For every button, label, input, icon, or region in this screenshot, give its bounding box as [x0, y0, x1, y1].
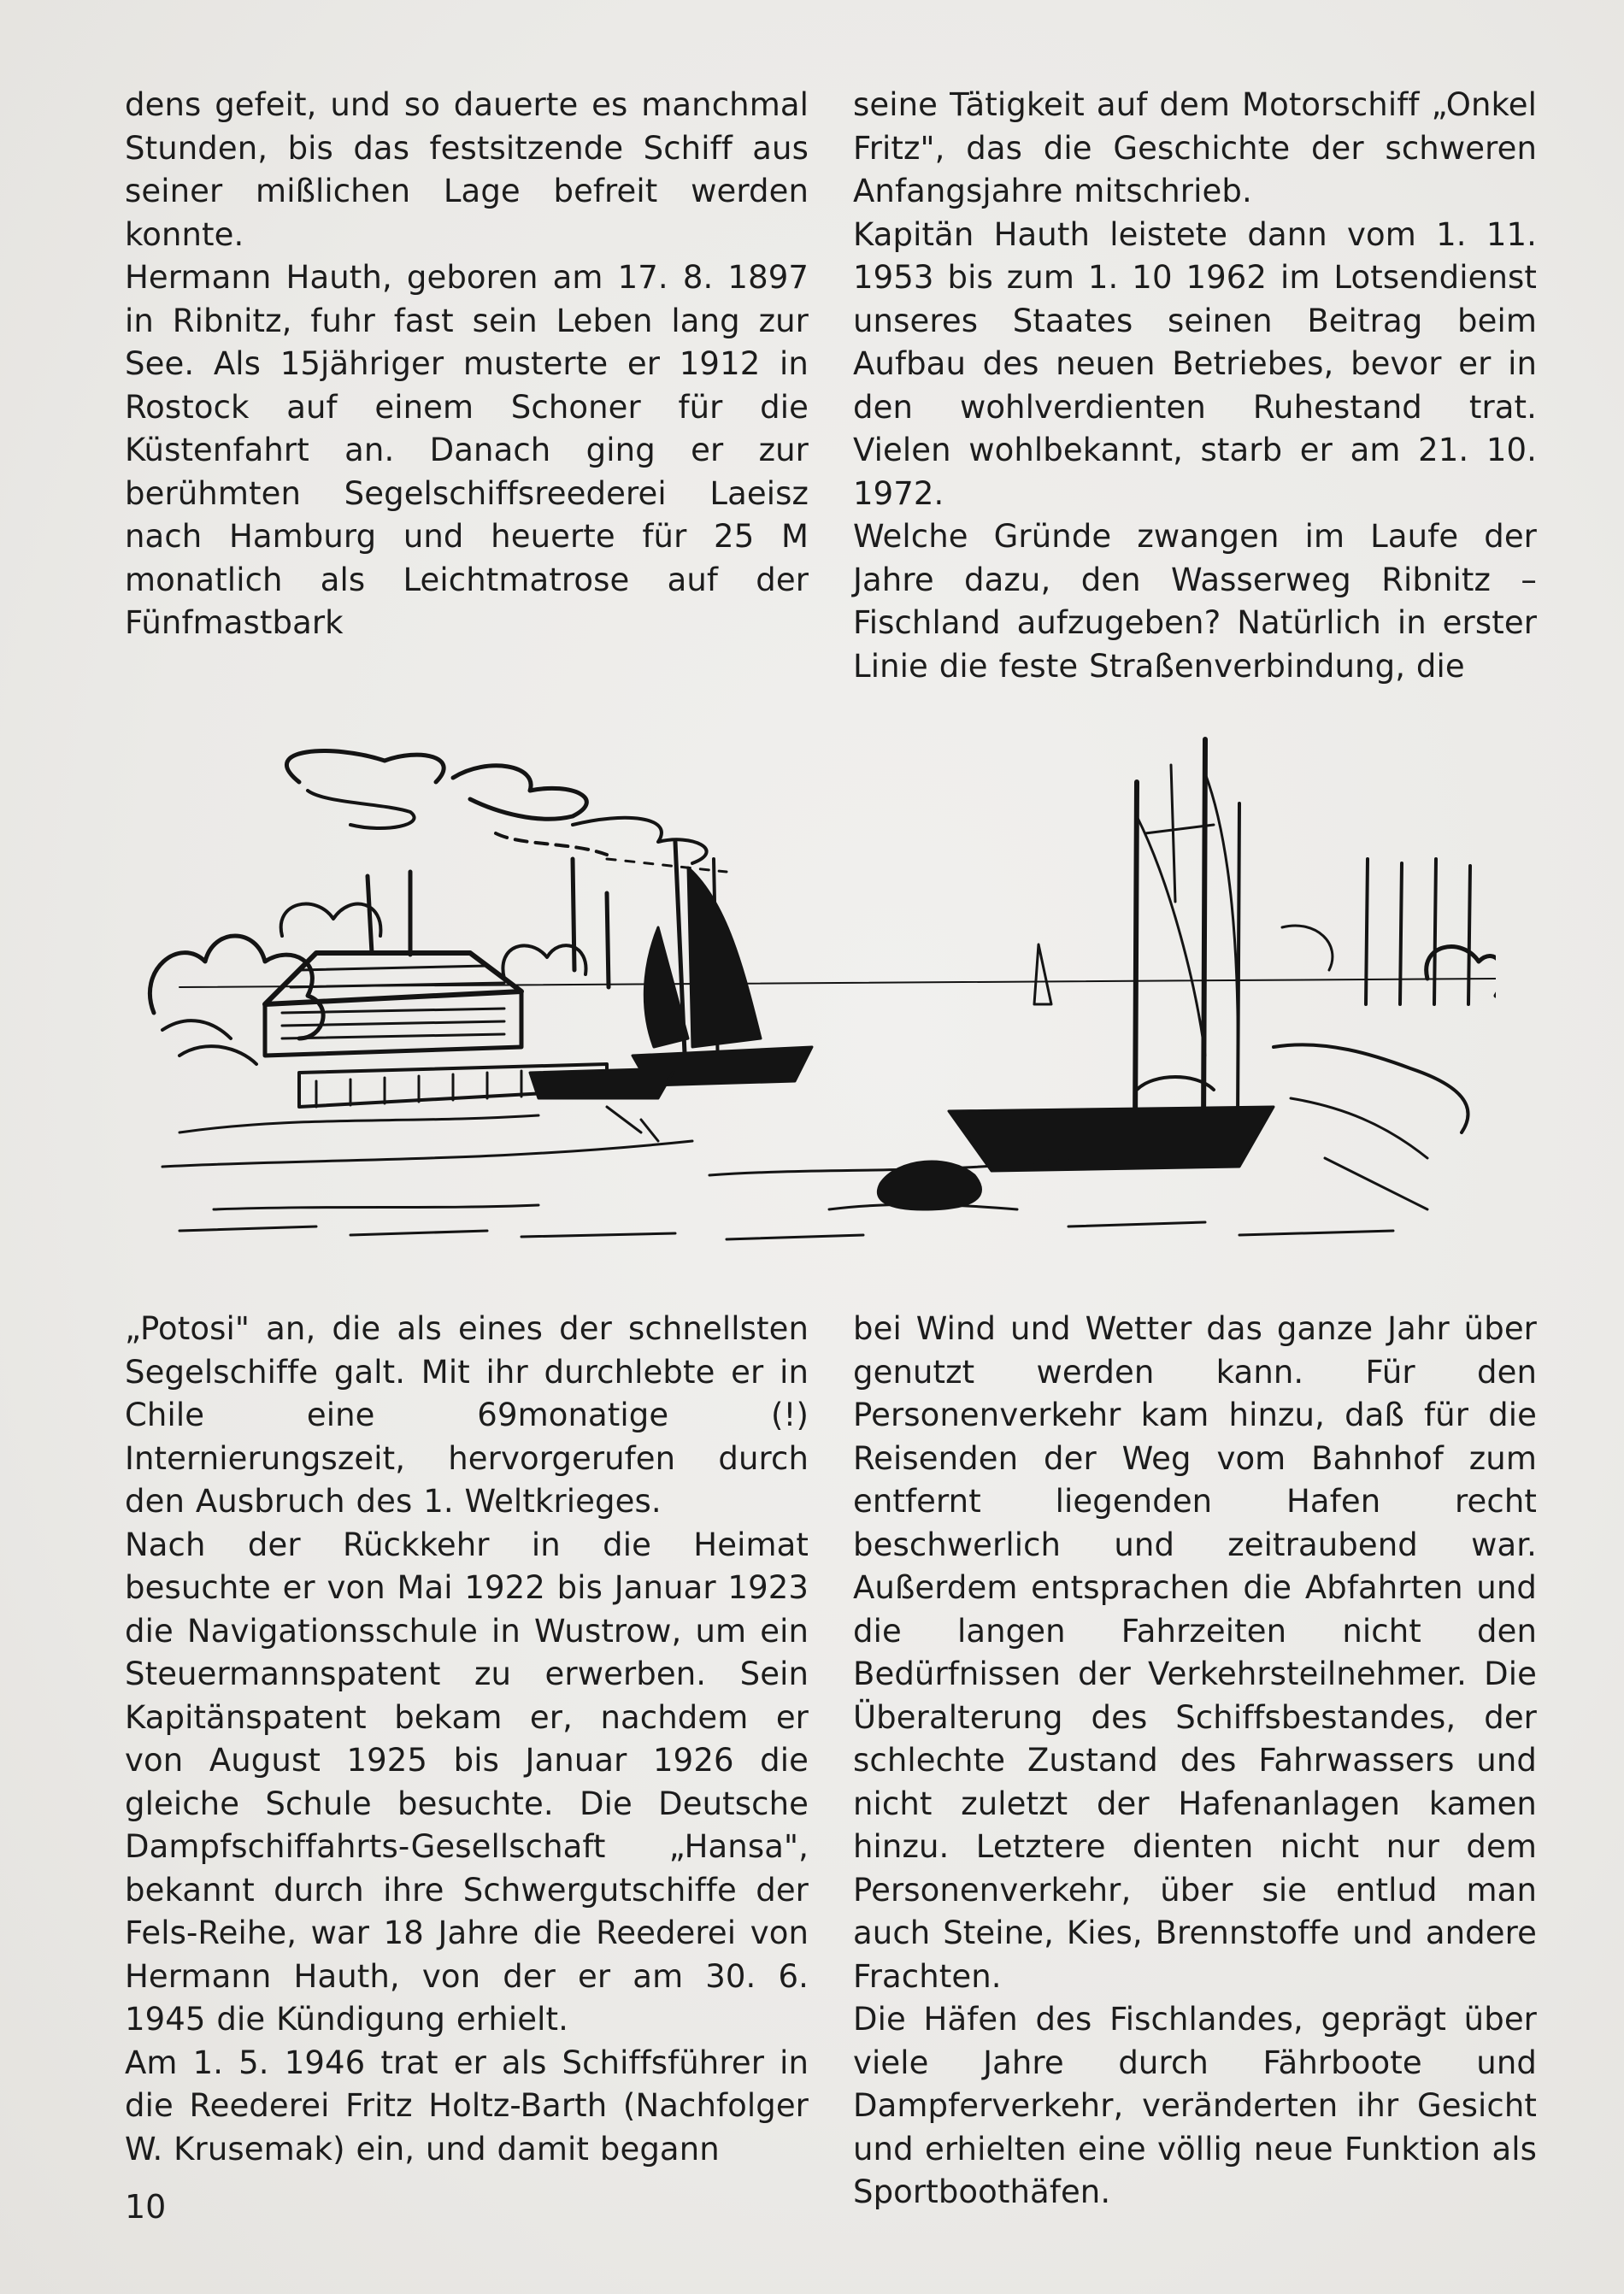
paragraph: Hermann Hauth, geboren am 17. 8. 1897 in Ribnitz, fuhr fast sein Leben lang zur See. Als 15jähriger musterte er 1912 in Rostock auf einem Schoner für die Küstenfahrt an. Danach ging er zur berühmten Segelschiffsreederei Laeisz nach Hamburg und heuerte für 25 M monatlich als Leichtmatrose auf der Fünfmastbark — [125, 259, 809, 641]
text-column-bottom-right — [853, 1308, 1537, 2215]
text-column-bottom-left — [125, 1308, 809, 2171]
paragraph: „Potosi" an, die als eines der schnellsten Segelschiffe galt. Mit ihr durchlebte er in Chile eine 69monatige (!) Internierungszeit, hervorgerufen durch den Ausbruch des 1. Weltkrieges. — [125, 1310, 809, 1520]
paragraph: seine Tätigkeit auf dem Motorschiff „Onkel Fritz", das die Geschichte der schweren Anfangsjahre mitschrieb. — [853, 86, 1537, 209]
paragraph: dens gefeit, und so dauerte es manchmal Stunden, bis das festsitzende Schiff aus seiner mißlichen Lage befreit werden konnte. — [125, 86, 809, 253]
paragraph: Kapitän Hauth leistete dann vom 1. 11. 1953 bis zum 1. 10 1962 im Lotsendienst unseres Staates seinen Beitrag beim Aufbau des neuen Betriebes, bevor er in den wohlverdienten Ruhestand trat. Vielen wohlbekannt, starb er am 21. 10. 1972. — [853, 215, 1537, 512]
paragraph: Am 1. 5. 1946 trat er als Schiffsführer in die Reederei Fritz Holtz-Barth (Nachfolger W. Krusemak) ein, und damit begann — [125, 2044, 809, 2168]
paragraph: Die Häfen des Fischlandes, geprägt über viele Jahre durch Fährboote und Dampferverkehr, veränderten ihr Gesicht und erhielten eine völlig neue Funktion als Sportboothäfen. — [853, 2001, 1537, 2210]
paragraph: Welche Gründe zwangen im Laufe der Jahre dazu, den Wasserweg Ribnitz – Fischland aufzugeben? Natürlich in erster Linie die feste Straßenverbindung, die — [853, 518, 1537, 685]
page-number: 10 — [125, 2188, 167, 2226]
text-column-top-left — [125, 84, 809, 645]
text-column-top-right — [853, 84, 1537, 688]
harbor-sketch-icon — [128, 731, 1496, 1261]
paragraph: Nach der Rückkehr in die Heimat besuchte er von Mai 1922 bis Januar 1923 die Navigationsschule in Wustrow, um ein Steuermannspatent zu erwerben. Sein Kapitänspatent bekam er, nachdem er von August 1925 bis Januar 1926 die gleiche Schule besuchte. Die Deutsche Dampfschiffahrts-Gesellschaft „Hansa", bekannt durch ihre Schwergutschiffe der Fels-Reihe, war 18 Jahre die Reederei von Hermann Hauth, von der er am 30. 6. 1945 die Kündigung erhielt. — [125, 1526, 809, 2038]
paragraph: bei Wind und Wetter das ganze Jahr über genutzt werden kann. Für den Personenverkehr kam hinzu, daß für die Reisenden der Weg vom Bahnhof zum entfernt liegenden Hafen recht beschwerlich und zeitraubend war. Außerdem entsprachen die Abfahrten und die langen Fahrzeiten nicht den Bedürfnissen der Verkehrsteilnehmer. Die Überalterung des Schiffsbestandes, der schlechte Zustand des Fahrwassers und nicht zuletzt der Hafenanlagen kamen hinzu. Letztere dienten nicht nur dem Personenverkehr, über sie entlud man auch Steine, Kies, Brennstoffe und andere Frachten. — [853, 1310, 1537, 1995]
